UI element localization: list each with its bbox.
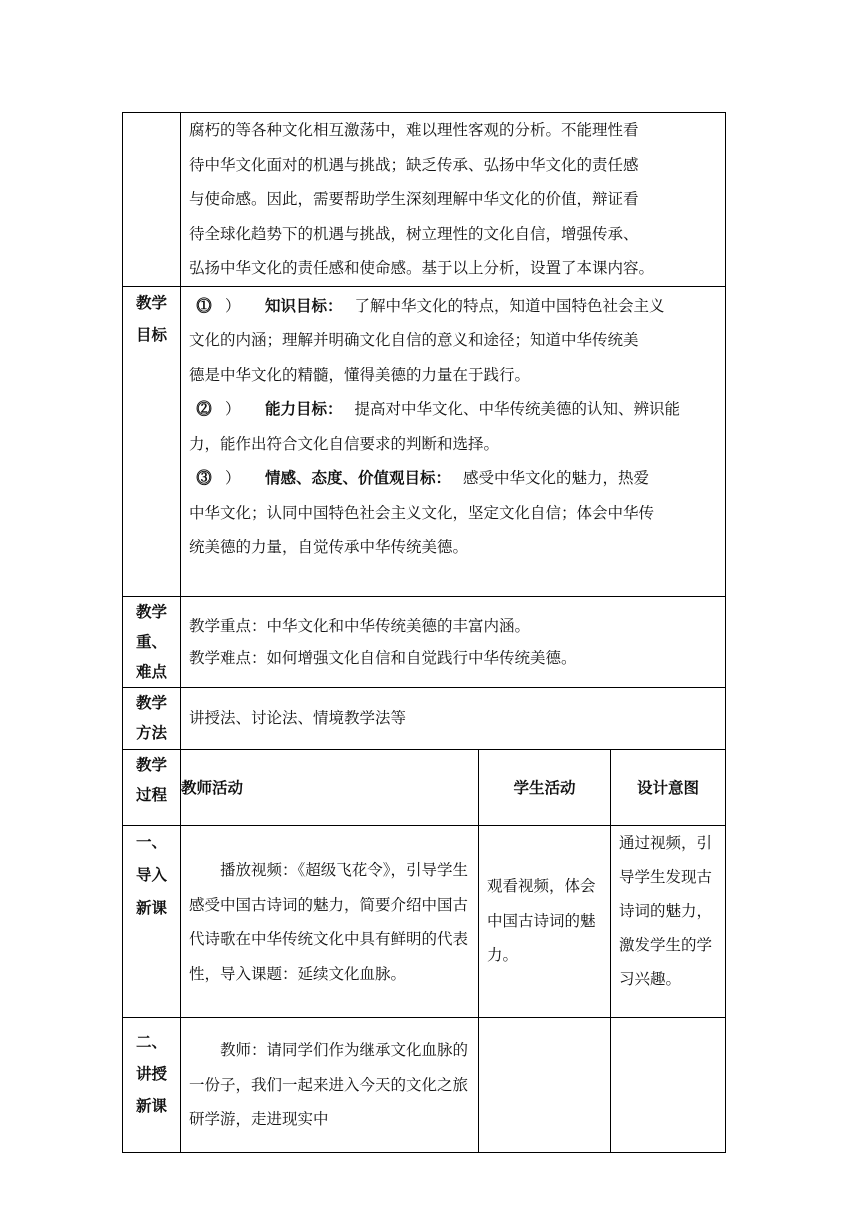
methods-cell bbox=[181, 687, 726, 749]
key-points-label: 教学 重、 难点 bbox=[123, 596, 181, 687]
background-line: 待中华文化面对的机遇与挑战；缺乏传承、弘扬中华文化的责任感 bbox=[189, 155, 639, 174]
objective-ability: ⓶ ） 能力目标： 提高对中华文化、中华传统美德的认知、辨识能 bbox=[189, 392, 719, 427]
background-line: 与使命感。因此，需要帮助学生深刻理解中华文化的价值，辩证看 bbox=[189, 190, 639, 208]
background-row bbox=[123, 113, 726, 287]
stage-intro-intent: 通过视频，引导学生发现古诗词的魅力，激发学生的学习兴趣。 bbox=[611, 825, 726, 1017]
objective-heading: 能力目标： bbox=[265, 400, 343, 418]
stage-lecture-intent bbox=[611, 1017, 726, 1153]
background-line: 待全球化趋势下的机遇与挑战，树立理性的文化自信，增强传承、 bbox=[189, 224, 639, 243]
objective-knowledge: ⓵ ） 知识目标： 了解中华文化的特点，知道中国特色社会主义 bbox=[189, 289, 719, 324]
lesson-plan-table bbox=[122, 112, 726, 1153]
stage-lecture-row bbox=[123, 1017, 726, 1153]
key-points-row bbox=[123, 596, 726, 687]
stage-lecture-teacher: 教师：请同学们作为继承文化血脉的一份子，我们一起来进入今天的文化之旅研学游，走进现实中 bbox=[181, 1017, 479, 1153]
objective-number: ⓵ bbox=[196, 296, 212, 315]
key-points-cell bbox=[181, 596, 726, 687]
objectives-label: 教学 目标 bbox=[123, 286, 181, 596]
background-cell bbox=[181, 113, 726, 287]
stage-intro-row bbox=[123, 825, 726, 1017]
methods-text: 讲授法、讨论法、情境教学法等 bbox=[189, 708, 407, 727]
col-design-intent: 设计意图 bbox=[611, 749, 726, 825]
teaching-focus: 教学重点：中华文化和中华传统美德的丰富内涵。 bbox=[189, 616, 531, 635]
stage-intro-teacher: 播放视频：《超级飞花令》，引导学生感受中国古诗词的魅力，简要介绍中国古代诗歌在中华传统文化中具有鲜明的代表性，导入课题：延续文化血脉。 bbox=[181, 825, 479, 1017]
stage-intro-label: 一、 导入 新课 bbox=[123, 825, 181, 1017]
background-line: 弘扬中华文化的责任感和使命感。基于以上分析，设置了本课内容。 bbox=[189, 259, 655, 277]
objective-number: ⓶ bbox=[196, 400, 212, 418]
stage-intro-student: 观看视频，体会中国古诗词的魅力。 bbox=[479, 825, 611, 1017]
objective-attitude: ⓷ ） 情感、态度、价值观目标： 感受中华文化的魅力，热爱 bbox=[189, 461, 719, 496]
methods-label: 教学 方法 bbox=[123, 687, 181, 749]
objective-heading: 知识目标： bbox=[265, 296, 343, 315]
objectives-row bbox=[123, 286, 726, 596]
objective-heading: 情感、态度、价值观目标： bbox=[265, 469, 452, 487]
objective-number: ⓷ bbox=[196, 469, 212, 487]
teaching-difficulty: 教学难点：如何增强文化自信和自觉践行中华传统美德。 bbox=[189, 648, 577, 667]
process-header-row bbox=[123, 749, 726, 825]
methods-row bbox=[123, 687, 726, 749]
col-student-activity: 学生活动 bbox=[479, 749, 611, 825]
col-teacher-activity: 教师活动 bbox=[181, 749, 479, 825]
background-line: 腐朽的等各种文化相互激荡中，难以理性客观的分析。不能理性看 bbox=[189, 121, 639, 139]
process-label: 教学 过程 bbox=[123, 749, 181, 825]
stage-lecture-student bbox=[479, 1017, 611, 1153]
objectives-cell: ⓵ ） 知识目标： 了解中华文化的特点，知道中国特色社会主义 文化的内涵；理解并明确文化自信的意义和途径；知道中华传统美 德是中华文化的精髓，懂得美德的力量在于践行。 ⓶ ） 能力目标： 提高对中华文化、中华传统美德的认知、辨识能 力，能作出符合文化自信要求的判断和选择。 ⓷ ） 情感、态度、价值观目标： 感受中华文化的魅力，热爱 中华文化；认同中国特色社会主义文化，坚定文化自信；体会中华传 统美德的力量，自觉传承中华传统美德。 bbox=[181, 286, 726, 596]
background-label bbox=[123, 113, 181, 287]
stage-lecture-label: 二、 讲授 新课 bbox=[123, 1017, 181, 1153]
